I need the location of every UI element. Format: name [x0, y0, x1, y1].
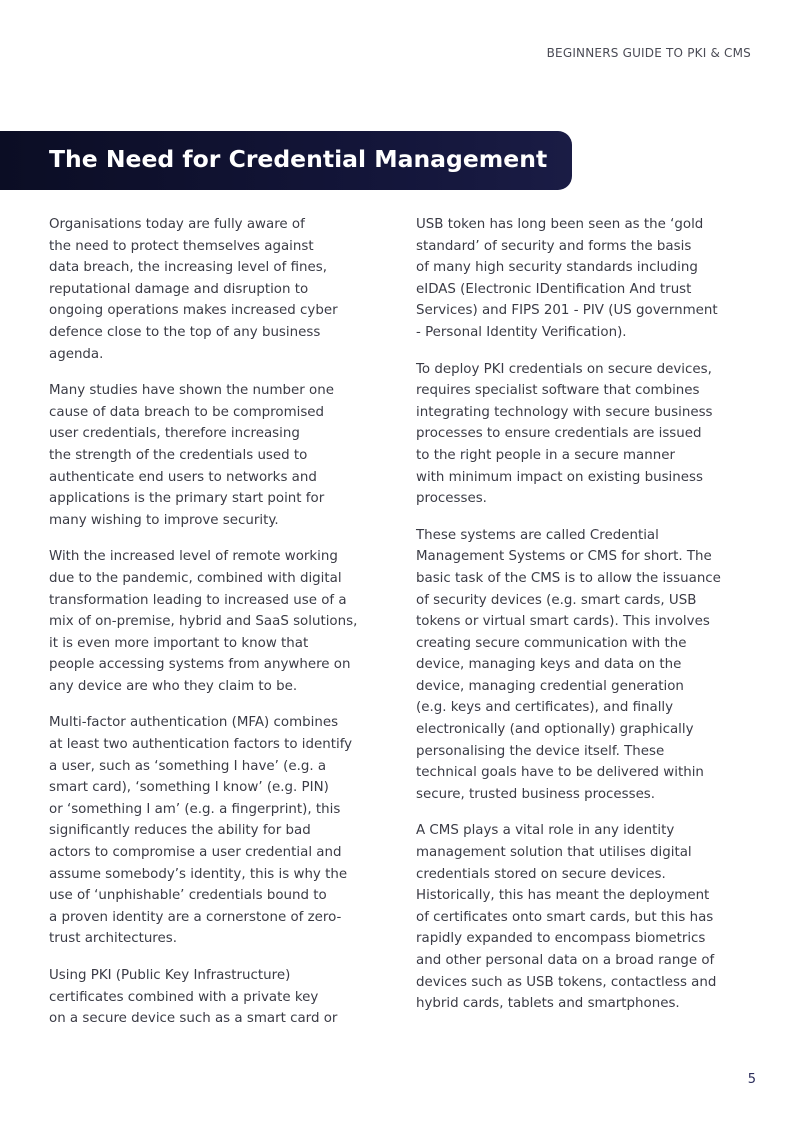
text-line: use of ‘unphishable’ credentials bound to — [49, 888, 327, 904]
body-paragraph — [49, 546, 395, 697]
text-line: USB token has long been seen as the ‘gold — [416, 217, 704, 232]
text-line: Many studies have shown the number one — [49, 383, 334, 399]
text-line: agenda. — [49, 346, 104, 362]
text-line: rapidly expanded to encompass biometrics — [416, 931, 706, 947]
text-line: integrating technology with secure business — [416, 404, 713, 420]
body-paragraph — [416, 214, 756, 344]
body-paragraph — [49, 380, 395, 531]
text-line: hybrid cards, tablets and smartphones. — [416, 996, 680, 1012]
text-line: basic task of the CMS is to allow the issuance — [416, 570, 721, 586]
text-line: with minimum impact on existing business — [416, 469, 703, 485]
text-line: at least two authentication factors to identify — [49, 737, 353, 753]
text-line: of security devices (e.g. smart cards, USB — [416, 592, 697, 608]
title-banner — [0, 131, 572, 190]
text-line: Management Systems or CMS for short. The — [416, 549, 712, 565]
text-line: and other personal data on a broad range of — [416, 953, 715, 968]
text-line: technical goals have to be delivered within — [416, 765, 704, 781]
text-line: reputational damage and disruption to — [49, 281, 309, 297]
text-line: or ‘something I am’ (e.g. a fingerprint), this — [49, 801, 341, 817]
body-paragraph — [416, 820, 756, 1014]
text-line: credentials stored on secure devices. — [416, 866, 666, 882]
text-line: people accessing systems from anywhere on — [49, 657, 351, 673]
text-line: processes. — [416, 491, 487, 507]
running-header: BEGINNERS GUIDE TO PKI & CMS — [546, 46, 751, 60]
text-line: of many high security standards including — [416, 260, 698, 276]
body-paragraph — [416, 359, 756, 510]
text-line: it is even more important to know that — [49, 635, 309, 651]
text-line: device, managing credential generation — [416, 678, 684, 694]
text-line: creating secure communication with the — [416, 635, 687, 651]
text-line: the need to protect themselves against — [49, 238, 314, 254]
text-line: Using PKI (Public Key Infrastructure) — [49, 968, 291, 983]
body-paragraph — [49, 712, 395, 950]
text-line: electronically (and optionally) graphically — [416, 722, 694, 738]
body-paragraph — [416, 525, 756, 806]
text-line: to the right people in a secure manner — [416, 447, 675, 463]
text-line: a proven identity are a cornerstone of zero- — [49, 909, 342, 925]
page-title: The Need for Credential Management — [49, 145, 548, 173]
text-line: actors to compromise a user credential and — [49, 845, 342, 861]
text-line: transformation leading to increased use of a — [49, 592, 347, 608]
text-line: processes to ensure credentials are issued — [416, 426, 702, 442]
text-line: many wishing to improve security. — [49, 512, 279, 528]
page-number: 5 — [747, 1072, 756, 1087]
text-line: data breach, the increasing level of fines, — [49, 260, 327, 276]
text-line: requires specialist software that combines — [416, 383, 700, 399]
text-line: authenticate end users to networks and — [49, 469, 317, 485]
text-line: With the increased level of remote working — [49, 549, 338, 565]
text-line: - Personal Identity Verification). — [416, 324, 627, 340]
text-line: personalising the device itself. These — [416, 743, 665, 759]
text-line: cause of data breach to be compromised — [49, 404, 325, 420]
text-line: secure, trusted business processes. — [416, 786, 656, 802]
text-line: tokens or virtual smart cards). This involves — [416, 614, 710, 630]
text-line: any device are who they claim to be. — [49, 678, 298, 694]
text-line: on a secure device such as a smart card or — [49, 1011, 338, 1027]
left-column — [49, 214, 395, 1045]
text-line: the strength of the credentials used to — [49, 447, 308, 463]
text-line: These systems are called Credential — [416, 527, 659, 543]
body-paragraph — [49, 965, 395, 1030]
text-line: of certificates onto smart cards, but this has — [416, 909, 714, 925]
text-line: defence close to the top of any business — [49, 324, 321, 340]
text-line: user credentials, therefore increasing — [49, 426, 300, 442]
text-line: applications is the primary start point for — [49, 491, 325, 507]
text-line: ongoing operations makes increased cyber — [49, 303, 338, 319]
text-line: devices such as USB tokens, contactless and — [416, 974, 717, 990]
text-line: device, managing keys and data on the — [416, 657, 682, 673]
text-line: standard’ of security and forms the basis — [416, 238, 692, 254]
text-line: To deploy PKI credentials on secure devices, — [416, 361, 712, 377]
text-line: a user, such as ‘something I have’ (e.g. a — [49, 758, 327, 774]
text-line: assume somebody’s identity, this is why the — [49, 866, 348, 882]
text-line: Organisations today are fully aware of — [49, 217, 305, 232]
text-line: A CMS plays a vital role in any identity — [416, 823, 675, 839]
text-line: smart card), ‘something I know’ (e.g. PIN) — [49, 780, 329, 796]
text-line: Services) and FIPS 201 - PIV (US government — [416, 303, 718, 319]
text-line: eIDAS (Electronic IDentification And trust — [416, 281, 692, 297]
text-line: (e.g. keys and certificates), and finally — [416, 700, 674, 716]
text-line: management solution that utilises digital — [416, 845, 692, 861]
right-column — [416, 214, 756, 1030]
text-line: significantly reduces the ability for bad — [49, 823, 311, 839]
text-line: Multi-factor authentication (MFA) combines — [49, 715, 339, 731]
text-line: mix of on-premise, hybrid and SaaS solutions, — [49, 614, 358, 630]
text-line: trust architectures. — [49, 931, 177, 947]
text-line: due to the pandemic, combined with digital — [49, 570, 342, 586]
text-line: certificates combined with a private key — [49, 989, 319, 1005]
text-line: Historically, this has meant the deployment — [416, 888, 710, 904]
body-paragraph — [49, 214, 395, 365]
